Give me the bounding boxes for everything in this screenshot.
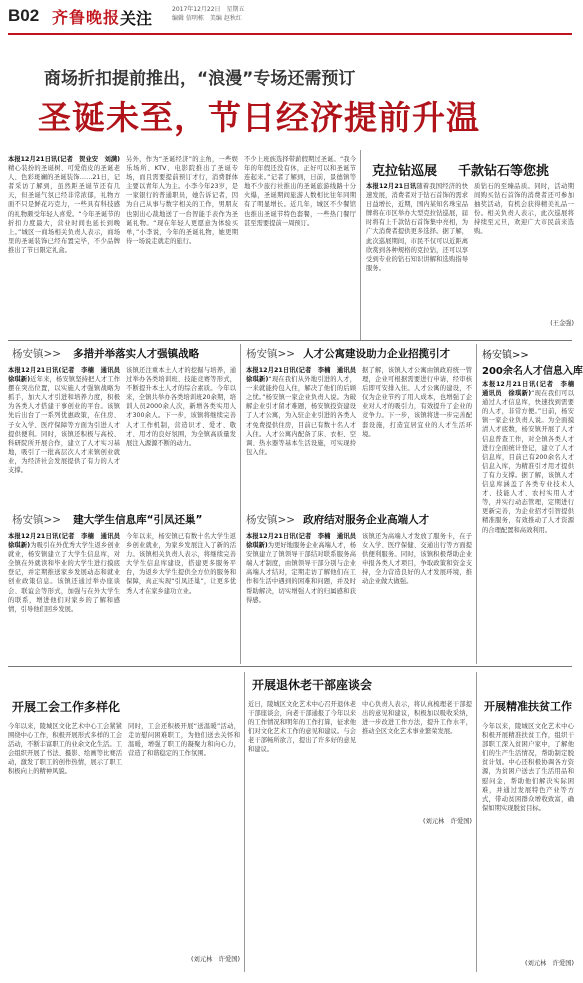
sidebar-column-2: 质钻石的至臻品质。同时，活动期间购买钻石首饰的消费者还可参加抽奖活动，有机会获得精美礼品一份。相关负责人表示，此次巡展将持续至元旦，欢迎广大市民前来选购。: [474, 183, 574, 236]
section3-heading: [12, 512, 202, 527]
section2-text-1: “现在我们从外地引进的人才，一来就能拎包入住，解决了他们的后顾之忧。”杨安镇一家企业负责人说。为破解企业引才留才难题，杨安镇投资建设了人才公寓，为入驻企业引进的各类人才免费提供住房，目前已有数十名人才入住。人才公寓内配备了床、衣柜、空调、热水器等基本生活设施，可实现拎包入住。: [246, 376, 356, 456]
section6-column-2: 中心负责人表示，将认真梳理老干部提出的意见和建议，积极加以吸收采纳，进一步改进工作方法，提升工作水平，推动全区文化艺术事业繁荣发展。: [362, 701, 472, 736]
sidebar-mid-tag: [482, 346, 529, 361]
sidebar-mid-text: “现在我们可以通过人才信息库，快速找到需要的人才，非常方便。”日前，杨安镇一家企业负责人说。为全面摸清人才底数，杨安镇开展了人才信息普查工作，对全镇各类人才进行全面统计登记，建立了人才信息库，目前已有200余名人才信息入库，为精准引才用才提供了有力支撑。据了解，该镇人才信息库涵盖了各类专业技术人才、技能人才、农村实用人才等，并实行动态管理，定期进行更新完善，为企业招才引智提供精准服务，有效推动了人才资源的合理配置和高效利用。: [482, 390, 574, 534]
sidebar-byline: 本报12月21日讯: [366, 183, 417, 190]
column-divider: [360, 150, 361, 340]
sidebar-credit: (王金强): [550, 320, 574, 327]
lead-column-1: [8, 155, 120, 337]
section3-column-2: 今年以来，杨安镇已有数十名大学生返乡创业就业，为家乡发展注入了新的活力。该镇相关负责人表示，将继续完善大学生信息库建设，搭建更多服务平台，为返乡大学生提供全方位的服务和保障，真正实现“引凤还巢”，让更多优秀人才在家乡建功立业。: [126, 533, 236, 595]
section5-column-2: 同时，工会还积极开展“送温暖”活动，走访慰问困难职工，为他们送去关怀和温暖，增强了职工的凝聚力和向心力，营造了和谐稳定的工作氛围。: [128, 723, 240, 758]
section4-byline: 本报12月21日讯(记者 李楠 通讯员 徐琪新): [246, 533, 363, 550]
lead-headline: 圣诞未至，节日经济提前升温: [38, 98, 480, 137]
section1-byline: 本报12月21日讯(记者 李楠 通讯员 徐琪新): [8, 367, 127, 384]
section7-title: 开展精准扶贫工作: [484, 700, 572, 713]
section5-credit: (刘元林 许爱国): [191, 956, 240, 963]
section2-column-2: 据了解，该镇人才公寓由镇政府统一管理，企业可根据需要进行申请，经审核后即可安排入住。人才公寓的建设，不仅为企业节约了用人成本，也增强了企业对人才的吸引力，有效提升了企业的竞争力。下一步，该镇将进一步完善配套设施，打造宜居宜业的人才生活环境。: [362, 367, 472, 438]
section1-heading: [12, 346, 199, 361]
section2-title: 人才公寓建设助力企业招揽引才: [303, 348, 451, 360]
lead-kicker: 商场折扣提前推出，“浪漫”专场还需预订: [44, 69, 356, 89]
column-divider: [476, 672, 477, 972]
sidebar-mid-byline: 本报12月21日讯(记者 李楠 通讯员 徐琪新): [482, 381, 581, 398]
section3-column-1: [8, 532, 127, 662]
section6-credit: (刘元林 许爱国): [423, 818, 472, 825]
section-rule: [8, 340, 572, 341]
newspaper-logo: 齐鲁晚报: [52, 8, 121, 27]
lead-text-1: 精心装扮的圣诞树、可爱俏皮的圣诞老人、色彩斑斓的圣诞装饰……21日，记者采访了解到，虽然距圣诞节还有几天，但圣诞气氛已经非常浓郁，礼物方面不只是鲜花巧克力，一些具有科技感的礼物颇受年轻人喜爱。“今年圣诞节的折扣力度最大，营业时间也延长到晚上。”城区一商场相关负责人表示，商场里的圣诞装饰已经布置完毕，不少品牌推出了节日限定礼盒。: [8, 165, 120, 254]
section4-column-2: 该镇还为高端人才发放了服务卡，在子女入学、医疗保健、交通出行等方面提供便利服务。同时，该镇积极帮助企业申报各类人才项目，争取政策和资金支持，全力营造良好的人才发展环境，推动企业做大做强。: [362, 533, 472, 586]
section-rule: [8, 666, 572, 667]
section1-tag: 杨安镇>>: [12, 348, 62, 360]
sidebar-title-a: 克拉钻巡展: [372, 164, 438, 179]
sidebar-title-b: 千款钻石等您挑: [458, 164, 550, 179]
section1-column-1: [8, 366, 127, 502]
page-number: B02: [8, 6, 40, 25]
sidebar-column-1: [366, 182, 468, 337]
section5-column-1: 今年以来，陵城区文化艺术中心工会紧紧围绕中心工作，积极开展形式多样的工会活动，不断丰富职工的业余文化生活。工会组织开展了书法、摄影、绘画等比赛活动，激发了职工的创作热情，展示了职工积极向上的精神风貌。: [8, 723, 122, 776]
section3-byline: 本报12月21日讯(记者 李楠 通讯员 徐琪新): [8, 533, 127, 550]
section1-title: 多措并举落实人才强镇战略: [73, 348, 200, 360]
section4-tag: 杨安镇>>: [246, 514, 296, 526]
issue-date: 2017年12月22日 星期五: [172, 6, 245, 13]
section4-column-1: [246, 532, 363, 662]
section2-heading: [246, 346, 450, 361]
section1-text-1: 近年来，杨安镇坚持把人才工作摆在突出位置，以实施人才强镇战略为抓手，加大人才引进和培养力度，积极为各类人才搭建干事创业的平台。该镇先后出台了一系列优惠政策，在住房、子女入学、医疗保障等方面为引进人才提供便利。同时，该镇还积极与高校、科研院所开展合作，建立了人才实习基地，吸引了一批高层次人才来镇创业就业，为经济社会发展提供了有力的人才支撑。: [8, 376, 120, 475]
section7-column: 今年以来，陵城区文化艺术中心积极开展精准扶贫工作，组织干部职工深入贫困户家中，了解他们的生产生活情况，帮助制定脱贫计划。中心还积极协调各方资源，为贫困户送去了生活用品和慰问金，帮助他们解决实际困难，并通过发展特色产业等方式，带动贫困群众增收致富，确保如期实现脱贫目标。: [482, 723, 574, 812]
sidebar-text-1: 随着我国经济的快速发展，消费者对于钻石首饰的需求日益增长，近期，国内某知名珠宝品牌将在市区举办大型克拉钻巡展，届时将有上千款钻石首饰集中亮相，为广大消费者提供更多选择。据了解，此次巡展期间，市民不仅可以近距离欣赏到各种规格的克拉钻，还可以享受到专业的钻石知识讲解和选购指导服务。: [366, 183, 469, 272]
section3-tag: 杨安镇>>: [12, 514, 62, 526]
sidebar-mid-column: [482, 380, 581, 662]
issue-meta: [172, 5, 245, 23]
section1-column-2: 该镇还注重本土人才的挖掘与培养，通过举办各类培训班、技能竞赛等形式，不断提升本土人才的综合素质。今年以来，全镇共举办各类培训班20余期，培训人员2000余人次，新增各类实用人才300余人。下一步，该镇将继续完善人才工作机制，营造识才、爱才、敬才、用才的良好氛围，为全镇高质量发展注入源源不断的动力。: [126, 367, 236, 447]
editors-line: 编辑 信明栋 美编 赵秋红: [172, 15, 242, 22]
lead-column-3: 不少上班族选择带薪假期过圣诞。“我今年的年假还没有休，正好可以和圣诞节连起来。”记者了解到，日前，景德镇等地不少旅行社推出的圣诞旅游线路十分火爆，圣诞期间旅游人数相比往年同期有了明显增长。近几年，城区不少餐馆也推出圣诞节特色套餐，一些热门餐厅甚至需要提前一周预订。: [244, 156, 356, 227]
section2-tag: 杨安镇>>: [246, 348, 296, 360]
section6-title: 开展退休老干部座谈会: [252, 678, 373, 692]
section4-text-1: 为更好地服务企业高端人才，杨安镇建立了镇领导干部结对联系服务高端人才制度，由镇领导干部分别与企业高端人才结对，定期走访了解他们在工作和生活中遇到的困难和问题，并及时帮助解决，切实增强人才的归属感和获得感。: [246, 542, 356, 604]
sidebar-mid-tag-text: 杨安镇>>: [482, 350, 529, 361]
column-divider: [476, 344, 477, 664]
section3-title: 建大学生信息库“引凤还巢”: [73, 514, 203, 526]
section5-title: 开展工会工作多样化: [12, 700, 121, 714]
section4-heading: [246, 512, 429, 527]
column-divider: [244, 672, 245, 972]
column-divider: [240, 344, 241, 664]
lead-column-2: 另外，作为“圣诞经济”的主角，一些娱乐场所、KTV、电影院推出了圣诞专场，而且需要提前预订才行，消费群体主要以青年人为主。小李今年23岁，是一家银行的普通职员，她告诉记者，因为自己从事与数字相关的工作，男朋友也别出心裁地送了一台智能手表作为圣诞礼物。“现在年轻人更愿意为体验买单，”小李说，今年的圣诞礼物，她更期待一场说走就走的旅行。: [126, 156, 238, 245]
section4-title: 政府结对服务企业高端人才: [303, 514, 430, 526]
sidebar-mid-title: 200余名人才信息入库: [482, 366, 583, 377]
section2-byline: 本报12月21日讯(记者 李楠 通讯员 徐琪新): [246, 367, 363, 384]
section6-column-1: 近日，陵城区文化艺术中心召开退休老干部座谈会，向老干部通报了今年以来的工作情况和明年的工作打算，征求他们对文化艺术工作的意见和建议。与会老干部畅所欲言，提出了许多好的意见和建议。: [248, 701, 356, 754]
section7-credit: (刘元林 许爱国): [525, 960, 574, 967]
section-name: 关注: [120, 9, 153, 28]
section3-text-1: 为吸引在外优秀大学生返乡创业就业，杨安镇建立了大学生信息库，对全镇在外就读和毕业的大学生进行摸底登记，并定期推送家乡发展动态和就业创业政策信息。该镇还通过举办座谈会、联谊会等形式，加强与在外大学生的联系，增进他们对家乡的了解和感情，引导他们回乡发展。: [8, 542, 120, 613]
header-rule: [8, 33, 572, 35]
section2-column-1: [246, 366, 363, 502]
lead-byline: 本报12月21日讯(记者 贺业安 刘满): [8, 156, 120, 163]
